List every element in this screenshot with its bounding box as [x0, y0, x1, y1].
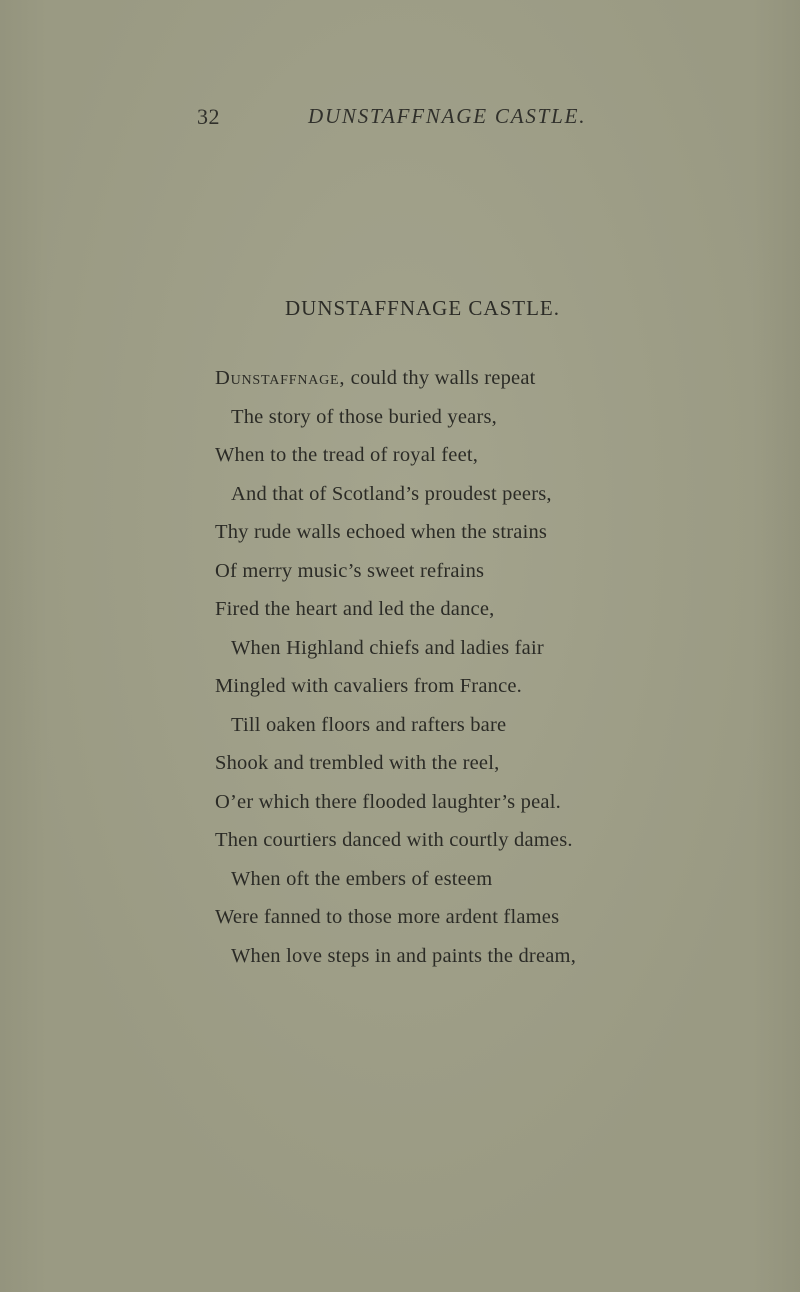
poem-title: DUNSTAFFNAGE CASTLE. — [285, 296, 561, 320]
poem-line: Were fanned to those more ardent flames — [215, 906, 560, 928]
poem-line: Mingled with cavaliers from France. — [215, 675, 523, 697]
poem-line-text: could thy walls repeat — [350, 367, 536, 389]
poem-first-word: Dunstaffnage, — [215, 367, 346, 389]
poem-line: The story of those buried years, — [231, 406, 497, 428]
poem-line: When oft the embers of esteem — [231, 868, 493, 890]
poem-line: Till oaken floors and rafters bare — [231, 714, 507, 736]
poem-line: Then courtiers danced with courtly dames. — [215, 829, 573, 851]
poem-line: Shook and trembled with the reel, — [215, 752, 500, 774]
running-head: DUNSTAFFNAGE CASTLE. — [308, 104, 587, 128]
poem-line: And that of Scotland’s proudest peers, — [231, 483, 552, 505]
poem-line: When to the tread of royal feet, — [215, 444, 479, 466]
poem-line: When love steps in and paints the dream, — [231, 945, 577, 967]
poem-line — [215, 367, 536, 390]
poem-line: Thy rude walls echoed when the strains — [215, 521, 548, 543]
poem-line: Of merry music’s sweet refrains — [215, 560, 485, 582]
poem-line: When Highland chiefs and ladies fair — [231, 637, 544, 659]
poem-line: O’er which there flooded laughter’s peal. — [215, 791, 561, 813]
page-number: 32 — [197, 104, 220, 129]
poem-line: Fired the heart and led the dance, — [215, 598, 495, 620]
